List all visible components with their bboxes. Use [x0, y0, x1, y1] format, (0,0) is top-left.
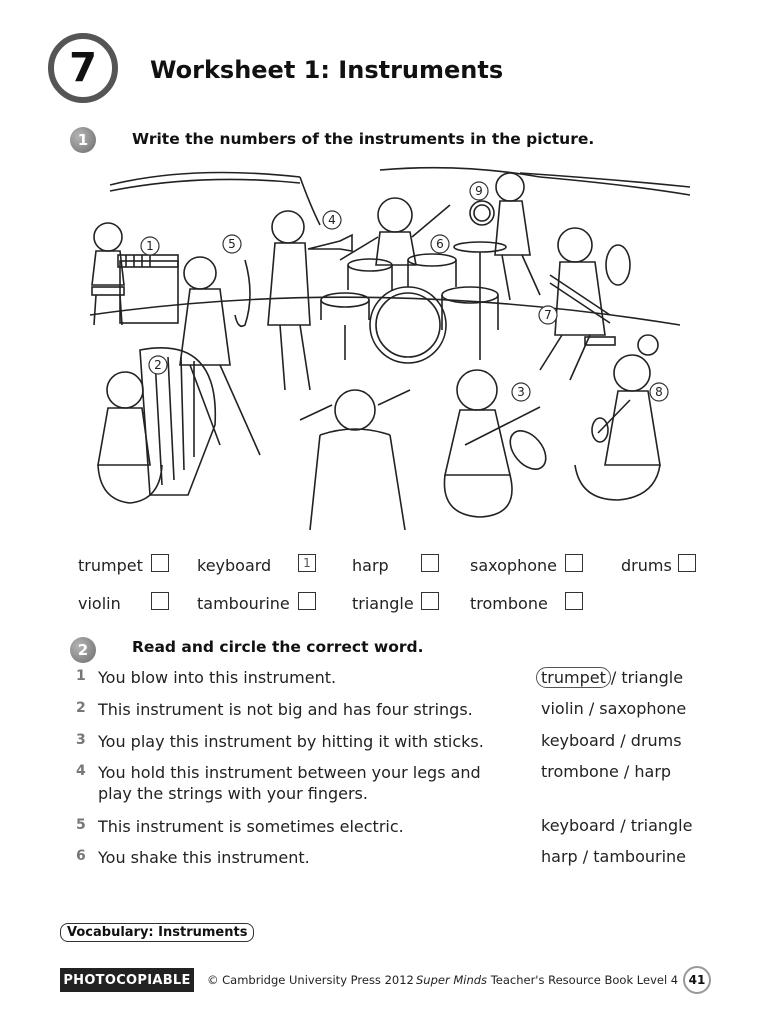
drummer	[340, 198, 450, 265]
curtain-line	[300, 177, 320, 225]
word-trombone: trombone	[470, 594, 548, 613]
answer-option[interactable]: tambourine	[593, 847, 687, 866]
curtain-line	[520, 173, 690, 187]
girl-player-8	[575, 335, 660, 500]
svg-text:3: 3	[517, 385, 525, 399]
answer-separator: /	[618, 762, 635, 781]
answer-options	[541, 667, 683, 688]
answer-box-keyboard[interactable]: 1	[298, 554, 316, 572]
answer-box-tambourine[interactable]	[298, 592, 316, 610]
word-tambourine: tambourine	[197, 594, 290, 613]
picture-label-9	[470, 182, 488, 200]
vocabulary-tag: Vocabulary: Instruments	[60, 923, 254, 942]
picture-label-8	[650, 383, 668, 401]
answer-separator: /	[615, 731, 631, 750]
word-drums: drums	[621, 556, 672, 575]
question-number: 6	[76, 848, 86, 864]
svg-text:4: 4	[328, 213, 336, 227]
svg-text:5: 5	[228, 237, 236, 251]
exercise-2-instruction: Read and circle the correct word.	[132, 638, 424, 656]
answer-option[interactable]: keyboard	[541, 731, 616, 750]
page-title: Worksheet 1: Instruments	[150, 56, 504, 84]
answer-option[interactable]: violin	[541, 699, 584, 718]
answer-option[interactable]: keyboard	[541, 816, 616, 835]
answer-option[interactable]: saxophone	[599, 699, 687, 718]
keyboard-instrument	[120, 261, 178, 323]
conductor	[300, 390, 410, 530]
answer-box-saxophone[interactable]	[565, 554, 583, 572]
band-illustration	[70, 165, 700, 530]
question-text: You blow into this instrument.	[98, 668, 337, 687]
saxophone-instrument	[235, 260, 250, 326]
question-number: 2	[76, 700, 86, 716]
answer-option[interactable]: trombone	[541, 762, 619, 781]
question-number: 5	[76, 817, 86, 833]
answer-options	[541, 731, 682, 750]
picture-label-2	[149, 356, 167, 374]
curtain-line	[110, 173, 300, 186]
question-number: 3	[76, 732, 86, 748]
word-triangle: triangle	[352, 594, 414, 613]
answer-separator: /	[615, 816, 631, 835]
answer-box-harp[interactable]	[421, 554, 439, 572]
trumpet-player	[268, 211, 352, 390]
trombone-player	[540, 228, 630, 380]
answer-box-violin[interactable]	[151, 592, 169, 610]
book-subtitle: Teacher's Resource Book Level 4	[487, 973, 679, 987]
page-number: 41	[683, 966, 711, 994]
question-text: You hold this instrument between your legs and play the strings with your fingers.	[98, 763, 481, 803]
answer-options	[541, 816, 692, 835]
answer-separator: /	[577, 847, 594, 866]
word-violin: violin	[78, 594, 121, 613]
svg-text:9: 9	[475, 184, 483, 198]
answer-option[interactable]: drums	[630, 731, 682, 750]
svg-text:1: 1	[146, 239, 154, 253]
word-trumpet: trumpet	[78, 556, 143, 575]
band-scene-svg	[70, 165, 700, 530]
question-text: This instrument is sometimes electric.	[98, 817, 404, 836]
answer-options	[541, 699, 686, 718]
book-title: Super Minds	[416, 973, 488, 987]
word-keyboard: keyboard	[197, 556, 272, 575]
answer-option[interactable]: harp	[634, 762, 672, 781]
violin-instrument	[503, 424, 553, 476]
answer-option[interactable]: triangle	[630, 816, 693, 835]
word-harp: harp	[352, 556, 389, 575]
answer-separator: /	[583, 699, 600, 718]
exercise-1-number: 1	[70, 127, 96, 153]
question-number: 1	[76, 668, 86, 684]
word-saxophone: saxophone	[470, 556, 557, 575]
answer-box-drums[interactable]	[678, 554, 696, 572]
curtain-line	[380, 168, 540, 177]
question-number: 4	[76, 763, 86, 779]
curtain-line	[110, 179, 300, 191]
answer-box-trombone[interactable]	[565, 592, 583, 610]
picture-label-7	[539, 306, 557, 324]
answer-box-triangle[interactable]	[421, 592, 439, 610]
girl-8-instrument	[598, 400, 630, 433]
picture-label-6	[431, 235, 449, 253]
picture-label-1	[141, 237, 159, 255]
svg-text:6: 6	[436, 237, 444, 251]
answer-option[interactable]: harp	[541, 847, 578, 866]
copyright-text: © Cambridge University Press 2012	[207, 973, 414, 987]
drum-kit	[321, 242, 506, 363]
answer-option[interactable]: triangle	[621, 668, 684, 687]
picture-label-5	[223, 235, 241, 253]
picture-label-3	[512, 383, 530, 401]
trumpet-instrument	[308, 235, 352, 251]
svg-text:2: 2	[154, 358, 162, 372]
question-text: You play this instrument by hitting it with sticks.	[98, 732, 484, 751]
answer-options	[541, 847, 686, 866]
answer-options	[541, 762, 671, 781]
answer-option-circled[interactable]: trumpet	[536, 667, 611, 688]
violin-player	[444, 370, 552, 517]
exercise-2-number: 2	[70, 637, 96, 663]
svg-text:8: 8	[655, 385, 663, 399]
question-text: This instrument is not big and has four strings.	[98, 700, 473, 719]
photocopiable-badge: PHOTOCOPIABLE	[60, 968, 194, 992]
exercise-1-instruction: Write the numbers of the instruments in the picture.	[132, 130, 595, 148]
question-text: You shake this instrument.	[98, 848, 310, 867]
answer-box-trumpet[interactable]	[151, 554, 169, 572]
answer-separator: /	[610, 668, 622, 687]
picture-label-4	[323, 211, 341, 229]
unit-number-badge: 7	[48, 33, 118, 103]
book-reference	[416, 973, 678, 987]
svg-text:7: 7	[544, 308, 552, 322]
